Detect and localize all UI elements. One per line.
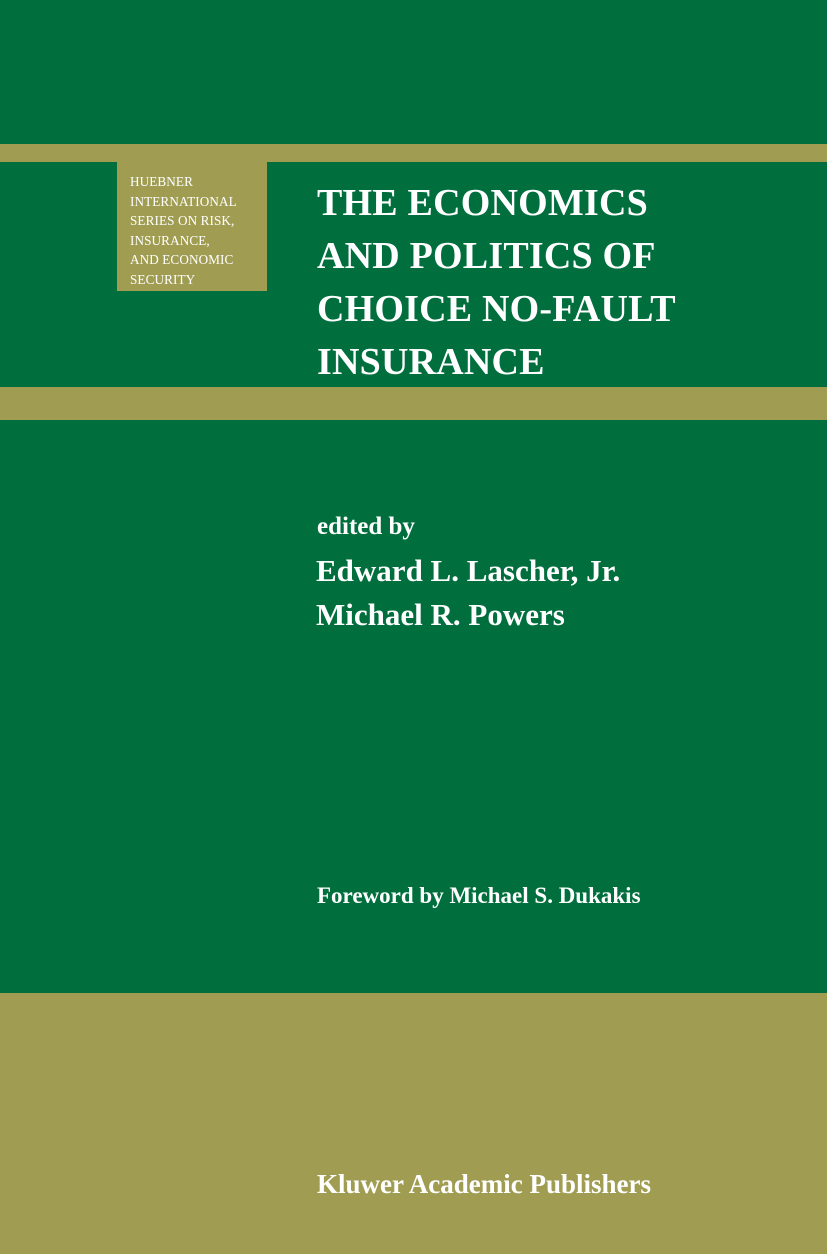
title-line: CHOICE NO-FAULT <box>317 288 676 330</box>
bottom-panel <box>0 993 827 1254</box>
title-line: INSURANCE <box>317 341 545 383</box>
series-box <box>117 162 267 291</box>
editor-name: Edward L. Lascher, Jr. <box>316 553 621 588</box>
edited-by-label: edited by <box>317 513 415 540</box>
foreword-credit: Foreword by Michael S. Dukakis <box>317 883 641 908</box>
series-line: AND ECONOMIC <box>130 252 234 267</box>
middle-stripe <box>0 387 827 420</box>
book-title <box>317 177 817 389</box>
series-line: SECURITY <box>130 271 196 287</box>
series-line: HUEBNER <box>130 174 193 189</box>
title-line: THE ECONOMICS <box>317 182 648 224</box>
series-line: SERIES ON RISK, <box>130 213 235 228</box>
series-name <box>130 172 265 289</box>
series-line: INTERNATIONAL <box>130 193 237 209</box>
top-stripe <box>0 144 827 162</box>
series-line: INSURANCE, <box>130 232 210 248</box>
editor-name: Michael R. Powers <box>316 597 565 632</box>
title-line: AND POLITICS OF <box>317 235 656 277</box>
publisher-name: Kluwer Academic Publishers <box>317 1169 651 1199</box>
